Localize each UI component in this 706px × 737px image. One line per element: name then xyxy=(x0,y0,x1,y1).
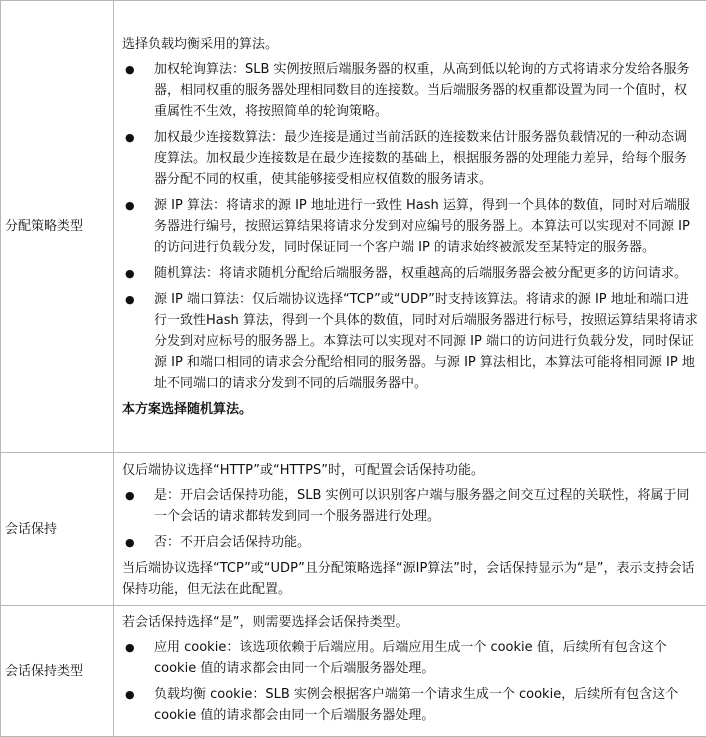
strategy-intro: 选择负载均衡采用的算法。 xyxy=(122,37,279,52)
table-row-strategy xyxy=(1,1,706,453)
row-content-strategy xyxy=(114,1,706,453)
bullet-icon: ● xyxy=(125,688,135,701)
bullet-icon: ● xyxy=(125,199,135,212)
row-label-session-type: 会话保持类型 xyxy=(1,606,114,737)
session-type-intro: 若会话保持选择“是”，则需要选择会话保持类型。 xyxy=(122,615,409,630)
list-item: ● 源 IP 算法：将请求的源 IP 地址进行一致性 Hash 运算，得到一个具体的数值，同时对后端服务器进行编号，按照运算结果将请求分发到对应编号的服务器上。本算法可以实现对不同源 IP 的访问进行负载分发，同时保证同一个客户端 IP 的请求始终被派发至某特定的服务器。 xyxy=(122,195,698,258)
strategy-options-list xyxy=(122,59,698,394)
session-note: 当后端协议选择“TCP”或“UDP”且分配策略选择“源IP算法”时，会话保持显示为“是”，表示支持会话保持功能，但无法在此配置。 xyxy=(122,560,695,597)
list-item: ● 负载均衡 cookie：SLB 实例会根据客户端第一个请求生成一个 cookie，后续所有包含这个 cookie 值的请求都会由同一个后端服务器处理。 xyxy=(122,684,698,726)
strategy-conclusion: 本方案选择随机算法。 xyxy=(122,402,253,417)
bullet-icon: ● xyxy=(125,535,135,549)
session-options-list xyxy=(122,485,698,553)
table-row-session-type xyxy=(1,606,706,737)
bullet-icon: ● xyxy=(125,641,135,654)
list-item: ● 否：不开启会话保持功能。 xyxy=(122,532,698,553)
bullet-icon: ● xyxy=(125,293,135,306)
row-content-session-type xyxy=(114,606,706,737)
bullet-icon: ● xyxy=(125,131,135,144)
bullet-icon: ● xyxy=(125,488,135,502)
row-label-session: 会话保持 xyxy=(1,453,114,606)
session-type-options-list xyxy=(122,637,698,726)
bullet-icon: ● xyxy=(125,63,135,76)
list-item: ● 加权轮询算法：SLB 实例按照后端服务器的权重，从高到低以轮询的方式将请求分发给各服务器，相同权重的服务器处理相同数目的连接数。当后端服务器的权重都设置为同一个值时，权重属性不生效，将按照简单的轮询策略。 xyxy=(122,59,698,122)
row-label-strategy: 分配策略类型 xyxy=(1,1,114,453)
list-item: ● 加权最少连接数算法：最少连接是通过当前活跃的连接数来估计服务器负载情况的一种动态调度算法。加权最少连接数是在最少连接数的基础上，根据服务器的处理能力差异，给每个服务器分配不同的权重，使其能够接受相应权值数的服务请求。 xyxy=(122,127,698,190)
row-content-session xyxy=(114,453,706,606)
list-item: ● 随机算法：将请求随机分配给后端服务器，权重越高的后端服务器会被分配更多的访问请求。 xyxy=(122,263,698,284)
list-item: ● 是：开启会话保持功能，SLB 实例可以识别客户端与服务器之间交互过程的关联性，将属于同一个会话的请求都转发到同一个服务器进行处理。 xyxy=(122,485,698,527)
bullet-icon: ● xyxy=(125,267,135,280)
list-item: ● 应用 cookie：该选项依赖于后端应用。后端应用生成一个 cookie 值，后续所有包含这个 cookie 值的请求都会由同一个后端服务器处理。 xyxy=(122,637,698,679)
table-row-session xyxy=(1,453,706,606)
list-item: ● 源 IP 端口算法：仅后端协议选择“TCP”或“UDP”时支持该算法。将请求的源 IP 地址和端口进行一致性Hash 算法，得到一个具体的数值，同时对后端服务器进行标号，按照运算结果将请求分发到对应标号的服务器上。本算法可以实现对不同源 IP 端口的访问进行负载分发，同时保证源 IP 和端口相同的请求会分配给相同的服务器。与源 IP 算法相比，本算法可能将相同源 IP 地址不同端口的请求分发到不同的后端服务器中。 xyxy=(122,289,698,394)
session-intro: 仅后端协议选择“HTTP”或“HTTPS”时，可配置会话保持功能。 xyxy=(122,462,484,478)
